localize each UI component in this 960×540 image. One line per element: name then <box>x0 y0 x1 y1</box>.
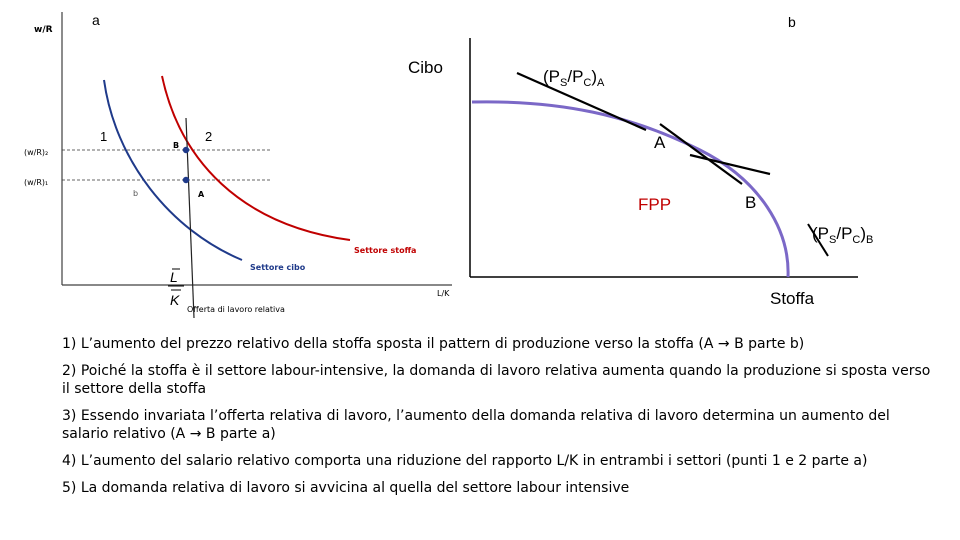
point-b-label: b <box>133 189 139 198</box>
note-2 <box>62 362 932 398</box>
price-A-sub: A <box>597 77 605 89</box>
price-ratio-A-label <box>543 67 605 89</box>
price-line-B-upper <box>660 124 742 184</box>
y-axis-label: w/R <box>34 25 53 35</box>
curve-stoffa-label: Settore stoffa <box>354 246 417 255</box>
point-B-label-b: B <box>745 193 757 212</box>
point-2-label: 2 <box>205 129 213 144</box>
explanation-notes <box>62 335 932 506</box>
point-A-label-b: A <box>654 133 666 152</box>
price-A-c: C <box>583 77 592 89</box>
arrow-icon: → <box>189 426 202 442</box>
x-axis-label: L/K <box>437 289 450 298</box>
price-line-B-lower <box>690 155 770 174</box>
cibo-axis-label: Cibo <box>408 58 443 77</box>
note-4 <box>62 452 932 470</box>
tick-w2: (w/R)₂ <box>24 148 49 157</box>
point-B-dot <box>183 147 189 153</box>
supply-label: Offerta di lavoro relativa <box>187 305 285 314</box>
note-1 <box>62 335 932 353</box>
right-panel <box>408 14 873 308</box>
left-panel <box>24 12 452 318</box>
note-3 <box>62 407 932 443</box>
note-5-text: 5) La domanda relativa di lavoro si avvicina al quella del settore labour intensive <box>62 480 630 496</box>
note-3-text: 3) Essendo invariata l’offerta relativa di lavoro, l’aumento della domanda relativa di lavoro determina un aumento del salario relativo (A <box>62 408 890 442</box>
price-A-slash: /P <box>567 67 584 86</box>
ppf-curve <box>472 102 788 277</box>
note-1-text: 1) L’aumento del prezzo relativo della stoffa sposta il pattern di produzione verso la stoffa (A <box>62 336 718 352</box>
tick-w1: (w/R)₁ <box>24 178 49 187</box>
point-1-label: 1 <box>100 129 108 144</box>
price-B-close: ) <box>860 224 867 243</box>
stoffa-axis-label: Stoffa <box>770 289 815 308</box>
price-B-s: S <box>829 234 837 246</box>
price-B-p: (P <box>812 224 829 243</box>
price-B-c: C <box>852 234 861 246</box>
note-4-text: 4) L’aumento del salario relativo comporta una riduzione del rapporto L/K in entrambi i settori (punti 1 e 2 parte a) <box>62 453 868 469</box>
supply-L-label: L <box>170 269 178 285</box>
curve-cibo-label: Settore cibo <box>250 263 306 272</box>
arrow-icon: → <box>717 336 730 352</box>
right-panel-label: b <box>788 14 796 30</box>
point-A-dot <box>183 177 189 183</box>
curve-settore-cibo <box>104 80 242 260</box>
price-B-sub: B <box>866 234 874 246</box>
price-B-slash: /P <box>836 224 853 243</box>
price-A-close: ) <box>591 67 598 86</box>
left-panel-label: a <box>92 12 100 28</box>
ppf-label: FPP <box>638 195 672 214</box>
price-ratio-B-label <box>812 224 873 246</box>
point-A-label: A <box>198 190 205 199</box>
note-1-tail: B parte b) <box>729 336 805 352</box>
price-A-s: S <box>560 77 568 89</box>
price-A-p: (P <box>543 67 560 86</box>
point-B-label: B <box>173 141 180 150</box>
note-2-text: 2) Poiché la stoffa è il settore labour-intensive, la domanda di lavoro relativa aumenta quando la produzione si sposta verso il settore della stoffa <box>62 363 931 397</box>
note-5 <box>62 479 932 497</box>
note-3-tail: B parte a) <box>201 426 276 442</box>
supply-K-label: K <box>170 292 180 308</box>
